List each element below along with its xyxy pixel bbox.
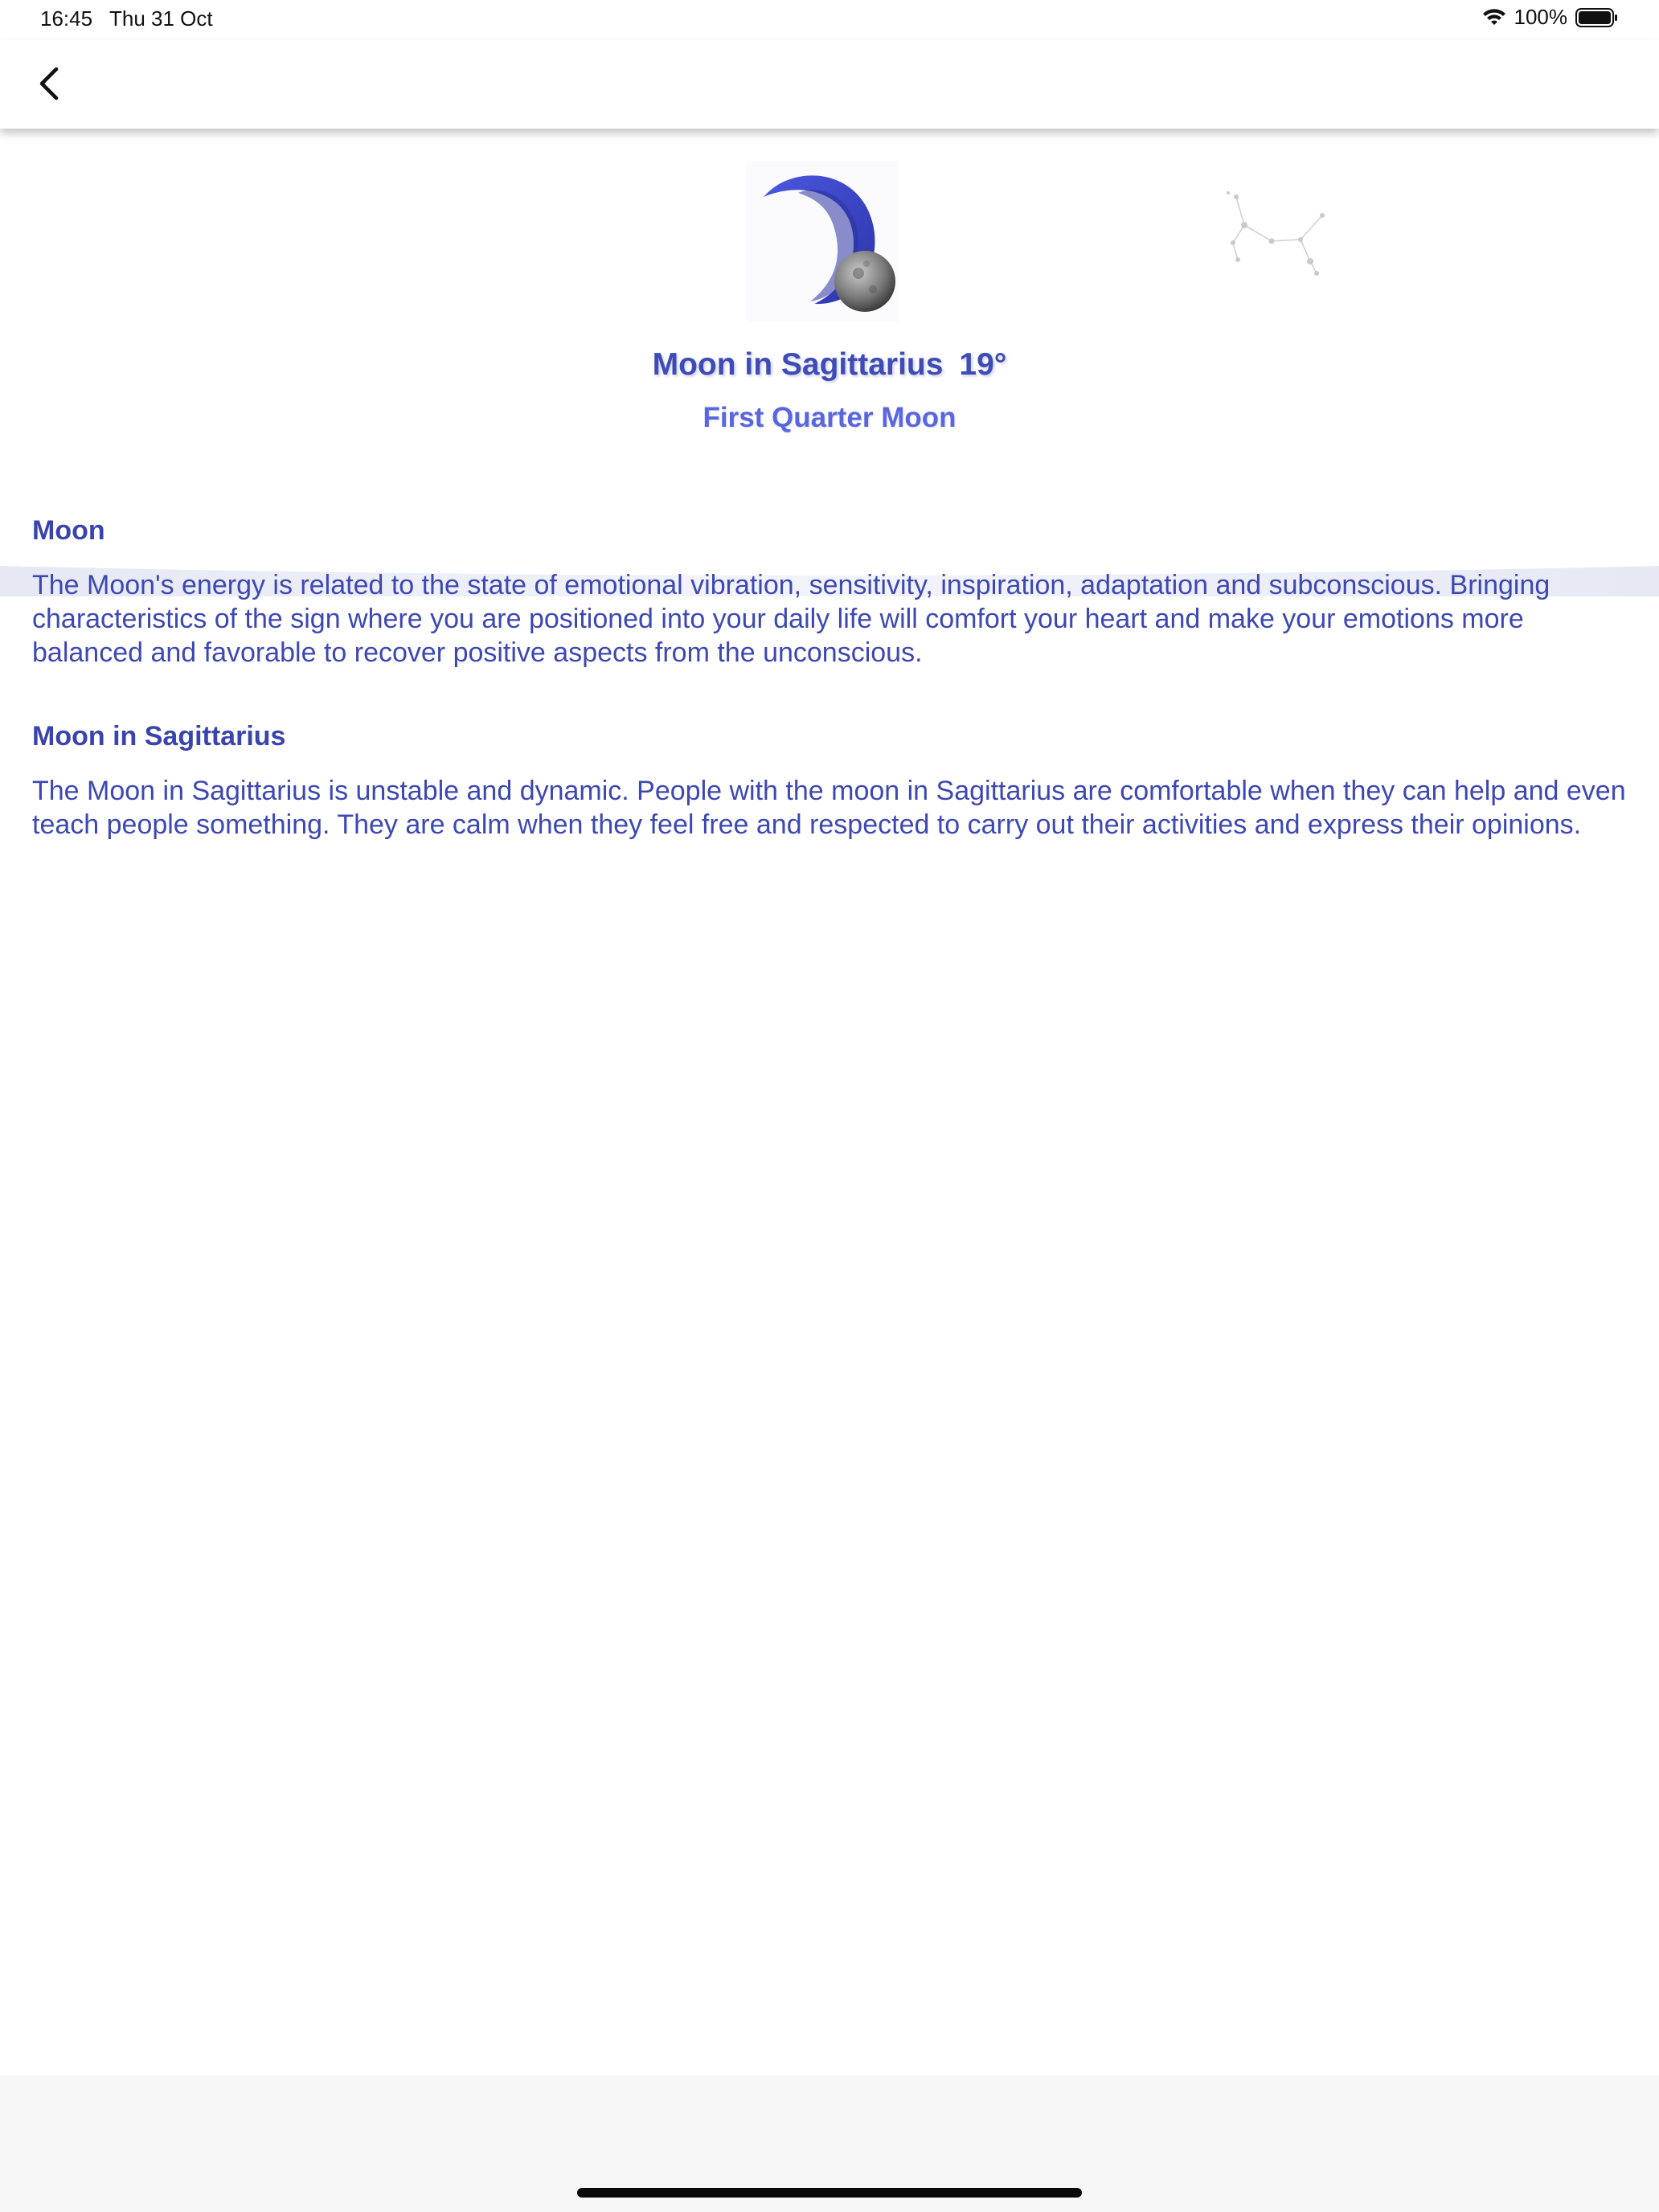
back-button[interactable] <box>31 63 72 104</box>
status-time: 16:45 <box>40 6 93 31</box>
moon-phase-label: First Quarter Moon <box>703 402 956 433</box>
status-indicators <box>1482 5 1620 30</box>
chevron-left-icon <box>31 63 72 104</box>
status-bar <box>0 0 1659 40</box>
crescent-moon-icon <box>746 161 899 322</box>
section-moon-in-sign <box>32 716 1632 842</box>
content-section <box>32 510 1632 888</box>
status-date: Thu 31 Oct <box>109 6 213 31</box>
sagittarius-constellation-icon <box>1222 185 1334 289</box>
section-text: The Moon in Sagittarius is unstable and dynamic. People with the moon in Sagittarius are comfortable when they can help and even teach people something. They are calm when they feel free and respected to carry out their activities and express their opinions. <box>32 776 1626 840</box>
section-title: Moon <box>32 515 105 546</box>
page-title <box>0 347 1659 383</box>
title-text: Moon in Sagittarius <box>652 347 944 382</box>
battery-percent: 100% <box>1514 5 1567 29</box>
section-moon <box>32 510 1632 670</box>
section-title: Moon in Sagittarius <box>32 721 286 752</box>
wifi-icon <box>1482 8 1506 27</box>
home-indicator[interactable] <box>577 2188 1082 2198</box>
title-degree: 19° <box>959 347 1007 382</box>
section-text: The Moon's energy is related to the state of emotional vibration, sensitivity, inspiration, adaptation and subconscious. Bringing characteristics of the sign where you are positioned into your daily life will comfort your heart and make your emotions more balanced and favorable to recover positive aspects from the unconscious. <box>32 570 1550 668</box>
battery-icon <box>1575 7 1619 28</box>
navigation-bar <box>0 40 1659 129</box>
header-section <box>0 129 1659 466</box>
